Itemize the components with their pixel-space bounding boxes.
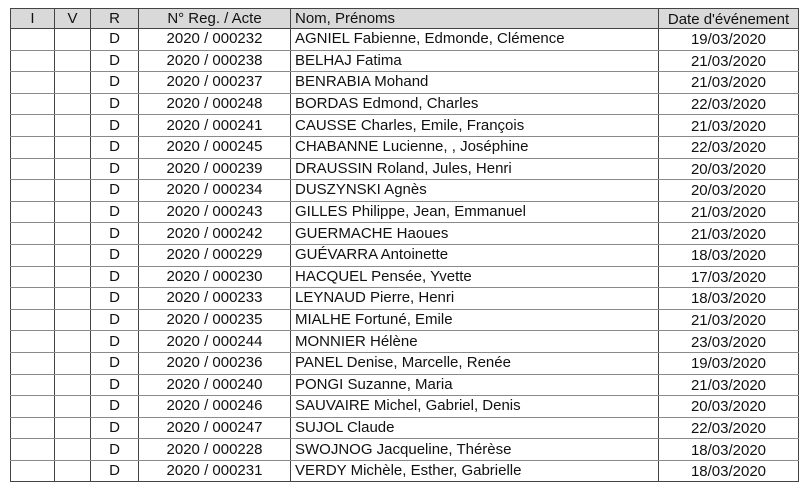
cell-reg: 2020 / 000248 bbox=[139, 93, 291, 115]
cell-nom: AGNIEL Fabienne, Edmonde, Clémence bbox=[291, 29, 659, 51]
cell-i bbox=[11, 439, 55, 461]
cell-v bbox=[55, 93, 91, 115]
cell-nom: MONNIER Hélène bbox=[291, 331, 659, 353]
cell-r: D bbox=[91, 331, 139, 353]
cell-v bbox=[55, 158, 91, 180]
cell-nom: VERDY Michèle, Esther, Gabrielle bbox=[291, 460, 659, 482]
cell-date: 21/03/2020 bbox=[659, 223, 799, 245]
table-row bbox=[11, 417, 799, 439]
cell-r: D bbox=[91, 158, 139, 180]
cell-i bbox=[11, 29, 55, 51]
cell-r: D bbox=[91, 223, 139, 245]
cell-v bbox=[55, 288, 91, 310]
cell-i bbox=[11, 309, 55, 331]
cell-reg: 2020 / 000242 bbox=[139, 223, 291, 245]
cell-r: D bbox=[91, 417, 139, 439]
cell-reg: 2020 / 000240 bbox=[139, 374, 291, 396]
cell-r: D bbox=[91, 29, 139, 51]
cell-date: 19/03/2020 bbox=[659, 352, 799, 374]
cell-nom: PANEL Denise, Marcelle, Renée bbox=[291, 352, 659, 374]
cell-r: D bbox=[91, 201, 139, 223]
cell-i bbox=[11, 158, 55, 180]
table-row bbox=[11, 396, 799, 418]
cell-date: 23/03/2020 bbox=[659, 331, 799, 353]
table-row bbox=[11, 374, 799, 396]
cell-reg: 2020 / 000228 bbox=[139, 439, 291, 461]
cell-date: 18/03/2020 bbox=[659, 288, 799, 310]
cell-nom: BENRABIA Mohand bbox=[291, 72, 659, 94]
cell-reg: 2020 / 000231 bbox=[139, 460, 291, 482]
table-row bbox=[11, 223, 799, 245]
cell-v bbox=[55, 29, 91, 51]
cell-nom: CHABANNE Lucienne, , Joséphine bbox=[291, 136, 659, 158]
cell-reg: 2020 / 000247 bbox=[139, 417, 291, 439]
table-row bbox=[11, 460, 799, 482]
table-row bbox=[11, 29, 799, 51]
table-row bbox=[11, 201, 799, 223]
cell-v bbox=[55, 72, 91, 94]
cell-date: 22/03/2020 bbox=[659, 417, 799, 439]
cell-i bbox=[11, 201, 55, 223]
table-row bbox=[11, 180, 799, 202]
header-row bbox=[11, 9, 799, 29]
header-r: R bbox=[91, 9, 139, 29]
cell-i bbox=[11, 93, 55, 115]
cell-nom: HACQUEL Pensée, Yvette bbox=[291, 266, 659, 288]
cell-nom: SUJOL Claude bbox=[291, 417, 659, 439]
cell-reg: 2020 / 000229 bbox=[139, 244, 291, 266]
cell-date: 22/03/2020 bbox=[659, 93, 799, 115]
cell-v bbox=[55, 136, 91, 158]
cell-reg: 2020 / 000246 bbox=[139, 396, 291, 418]
cell-v bbox=[55, 396, 91, 418]
cell-r: D bbox=[91, 352, 139, 374]
cell-r: D bbox=[91, 72, 139, 94]
cell-reg: 2020 / 000237 bbox=[139, 72, 291, 94]
cell-date: 18/03/2020 bbox=[659, 439, 799, 461]
cell-date: 21/03/2020 bbox=[659, 72, 799, 94]
cell-i bbox=[11, 244, 55, 266]
table-row bbox=[11, 72, 799, 94]
cell-r: D bbox=[91, 136, 139, 158]
cell-i bbox=[11, 50, 55, 72]
table-row bbox=[11, 288, 799, 310]
cell-nom: DRAUSSIN Roland, Jules, Henri bbox=[291, 158, 659, 180]
table-row bbox=[11, 158, 799, 180]
cell-i bbox=[11, 374, 55, 396]
cell-reg: 2020 / 000233 bbox=[139, 288, 291, 310]
cell-r: D bbox=[91, 180, 139, 202]
cell-date: 20/03/2020 bbox=[659, 180, 799, 202]
cell-nom: DUSZYNSKI Agnès bbox=[291, 180, 659, 202]
cell-reg: 2020 / 000238 bbox=[139, 50, 291, 72]
cell-r: D bbox=[91, 460, 139, 482]
table-row bbox=[11, 50, 799, 72]
cell-reg: 2020 / 000230 bbox=[139, 266, 291, 288]
cell-v bbox=[55, 180, 91, 202]
cell-reg: 2020 / 000241 bbox=[139, 115, 291, 137]
cell-r: D bbox=[91, 309, 139, 331]
table-body bbox=[11, 29, 799, 482]
cell-v bbox=[55, 352, 91, 374]
cell-r: D bbox=[91, 50, 139, 72]
cell-v bbox=[55, 115, 91, 137]
cell-v bbox=[55, 331, 91, 353]
cell-date: 21/03/2020 bbox=[659, 115, 799, 137]
cell-v bbox=[55, 244, 91, 266]
cell-nom: SWOJNOG Jacqueline, Thérèse bbox=[291, 439, 659, 461]
register-sheet bbox=[10, 8, 798, 482]
cell-date: 17/03/2020 bbox=[659, 266, 799, 288]
table-row bbox=[11, 244, 799, 266]
cell-i bbox=[11, 396, 55, 418]
cell-nom: LEYNAUD Pierre, Henri bbox=[291, 288, 659, 310]
cell-v bbox=[55, 439, 91, 461]
cell-v bbox=[55, 460, 91, 482]
cell-date: 18/03/2020 bbox=[659, 460, 799, 482]
cell-v bbox=[55, 50, 91, 72]
cell-r: D bbox=[91, 396, 139, 418]
cell-reg: 2020 / 000234 bbox=[139, 180, 291, 202]
cell-nom: CAUSSE Charles, Emile, François bbox=[291, 115, 659, 137]
cell-r: D bbox=[91, 288, 139, 310]
cell-nom: BORDAS Edmond, Charles bbox=[291, 93, 659, 115]
cell-v bbox=[55, 223, 91, 245]
cell-nom: GUÉVARRA Antoinette bbox=[291, 244, 659, 266]
cell-v bbox=[55, 309, 91, 331]
table-row bbox=[11, 352, 799, 374]
header-nom: Nom, Prénoms bbox=[291, 9, 659, 29]
cell-i bbox=[11, 223, 55, 245]
header-i: I bbox=[11, 9, 55, 29]
table-row bbox=[11, 93, 799, 115]
cell-nom: PONGI Suzanne, Maria bbox=[291, 374, 659, 396]
cell-r: D bbox=[91, 115, 139, 137]
cell-i bbox=[11, 266, 55, 288]
cell-i bbox=[11, 136, 55, 158]
cell-nom: MIALHE Fortuné, Emile bbox=[291, 309, 659, 331]
table-row bbox=[11, 266, 799, 288]
cell-date: 18/03/2020 bbox=[659, 244, 799, 266]
cell-r: D bbox=[91, 244, 139, 266]
cell-i bbox=[11, 352, 55, 374]
cell-v bbox=[55, 201, 91, 223]
header-reg: N° Reg. / Acte bbox=[139, 9, 291, 29]
cell-date: 20/03/2020 bbox=[659, 396, 799, 418]
cell-reg: 2020 / 000245 bbox=[139, 136, 291, 158]
cell-i bbox=[11, 115, 55, 137]
cell-i bbox=[11, 288, 55, 310]
cell-nom: SAUVAIRE Michel, Gabriel, Denis bbox=[291, 396, 659, 418]
cell-i bbox=[11, 72, 55, 94]
cell-date: 22/03/2020 bbox=[659, 136, 799, 158]
cell-date: 21/03/2020 bbox=[659, 309, 799, 331]
cell-reg: 2020 / 000232 bbox=[139, 29, 291, 51]
cell-date: 20/03/2020 bbox=[659, 158, 799, 180]
cell-r: D bbox=[91, 93, 139, 115]
cell-reg: 2020 / 000244 bbox=[139, 331, 291, 353]
cell-r: D bbox=[91, 439, 139, 461]
cell-nom: BELHAJ Fatima bbox=[291, 50, 659, 72]
cell-i bbox=[11, 331, 55, 353]
table-row bbox=[11, 309, 799, 331]
cell-i bbox=[11, 180, 55, 202]
cell-reg: 2020 / 000236 bbox=[139, 352, 291, 374]
table-row bbox=[11, 115, 799, 137]
cell-r: D bbox=[91, 266, 139, 288]
cell-reg: 2020 / 000243 bbox=[139, 201, 291, 223]
cell-i bbox=[11, 417, 55, 439]
cell-nom: GUERMACHE Haoues bbox=[291, 223, 659, 245]
cell-v bbox=[55, 374, 91, 396]
cell-v bbox=[55, 266, 91, 288]
cell-nom: GILLES Philippe, Jean, Emmanuel bbox=[291, 201, 659, 223]
cell-v bbox=[55, 417, 91, 439]
cell-r: D bbox=[91, 374, 139, 396]
cell-date: 21/03/2020 bbox=[659, 50, 799, 72]
cell-reg: 2020 / 000239 bbox=[139, 158, 291, 180]
cell-date: 19/03/2020 bbox=[659, 29, 799, 51]
cell-reg: 2020 / 000235 bbox=[139, 309, 291, 331]
table-row bbox=[11, 136, 799, 158]
death-register-table bbox=[10, 8, 799, 482]
cell-date: 21/03/2020 bbox=[659, 201, 799, 223]
header-date: Date d'événement bbox=[659, 9, 799, 29]
table-row bbox=[11, 439, 799, 461]
cell-date: 21/03/2020 bbox=[659, 374, 799, 396]
header-v: V bbox=[55, 9, 91, 29]
table-row bbox=[11, 331, 799, 353]
cell-i bbox=[11, 460, 55, 482]
